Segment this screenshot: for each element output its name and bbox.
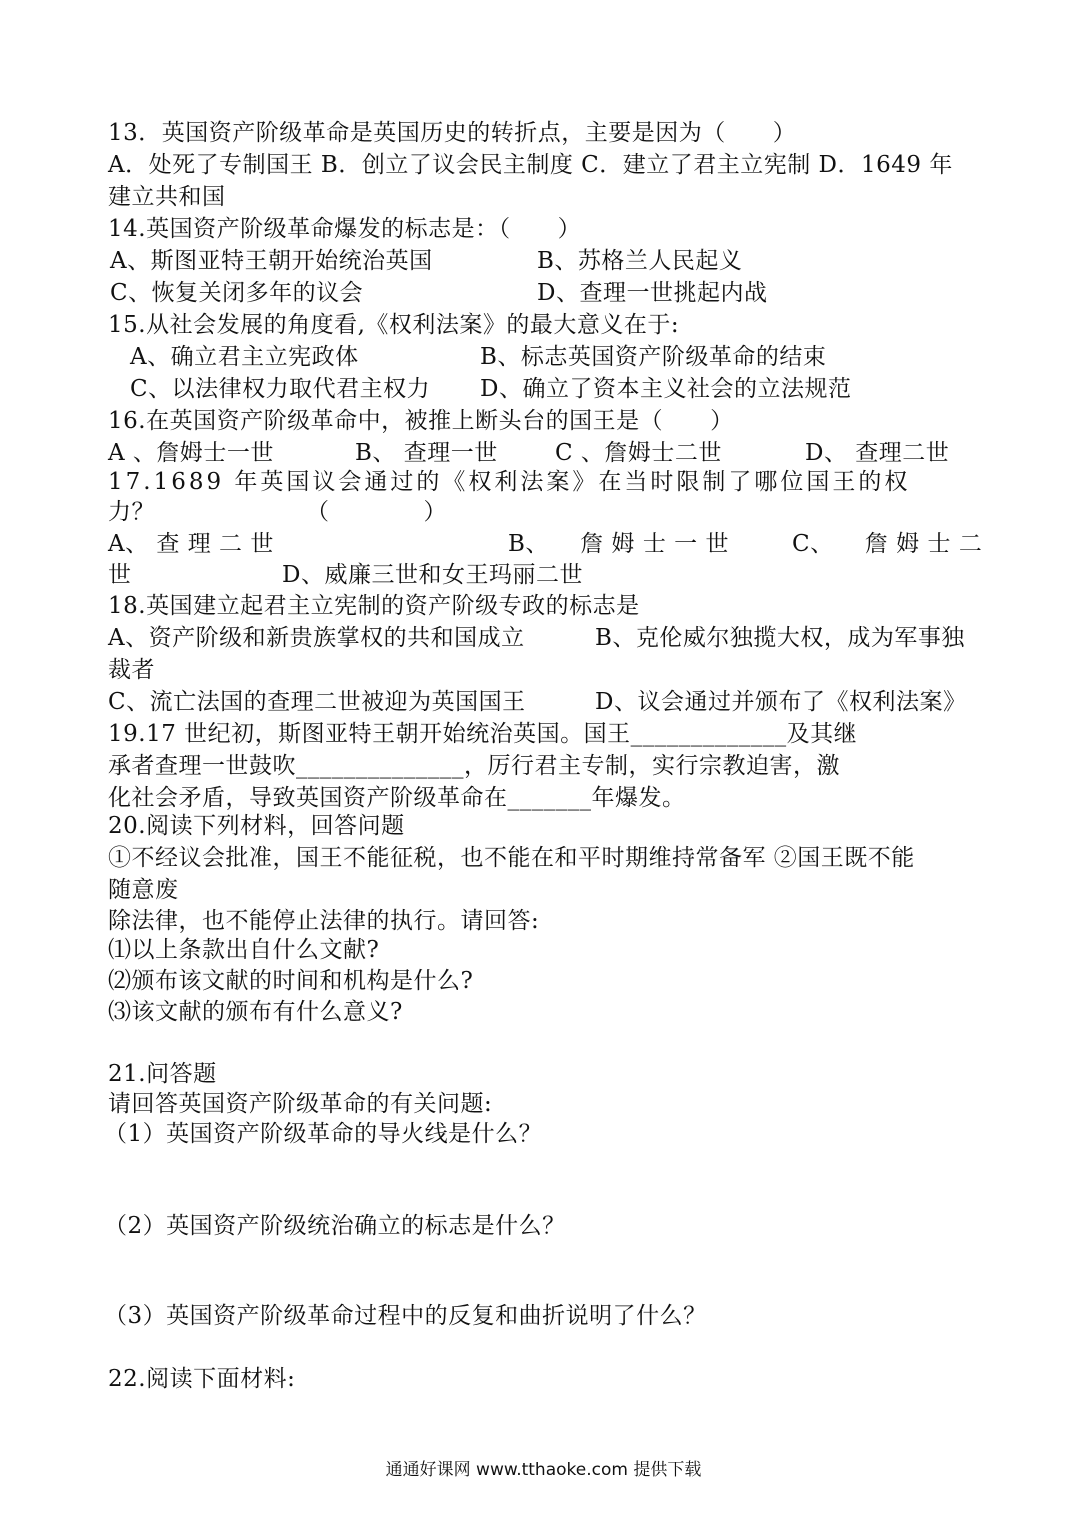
q19-line-2: 承者查理一世鼓吹______________，厉行君主专制，实行宗教迫害，激 (108, 753, 840, 779)
q16-option-c: C 、詹姆士二世 (555, 440, 722, 466)
q22-stem: 22.阅读下面材料: (108, 1366, 296, 1392)
q15-stem: 15.从社会发展的角度看,《权利法案》的最大意义在于: (108, 312, 680, 338)
q14-option-d: D、查理一世挑起内战 (537, 280, 768, 306)
q17-answer-blank: （ ） (306, 499, 447, 525)
page-footer: 通通好课网 www.tthaoke.com 提供下载 (385, 1460, 702, 1480)
q20-sub-3: ⑶该文献的颁布有什么意义? (108, 999, 403, 1025)
q20-material-3: 除法律，也不能停止法律的执行。请回答: (108, 908, 540, 934)
q21-sub-2: （2）英国资产阶级统治确立的标志是什么？ (104, 1213, 566, 1239)
q14-option-a: A、斯图亚特王朝开始统治英国 (110, 248, 433, 274)
q17-option-b: B、 詹 姆 士 一 世 (508, 531, 729, 557)
q21-intro: 请回答英国资产阶级革命的有关问题: (108, 1091, 493, 1117)
q21-sub-3: （3）英国资产阶级革命过程中的反复和曲折说明了什么？ (104, 1303, 707, 1329)
q20-sub-1: ⑴以上条款出自什么文献? (108, 937, 380, 963)
q18-stem: 18.英国建立起君主立宪制的资产阶级专政的标志是 (108, 593, 640, 619)
q17-option-c-cont: 世 (108, 562, 132, 588)
q20-sub-2: ⑵颁布该文献的时间和机构是什么? (108, 968, 474, 994)
q20-stem: 20.阅读下列材料，回答问题 (108, 813, 405, 839)
q18-option-b-cont: 裁者 (108, 657, 155, 683)
q16-option-a: A 、詹姆士一世 (108, 440, 274, 466)
q19-line-1: 19.17 世纪初，斯图亚特王朝开始统治英国。国王_____________及其继 (108, 721, 858, 747)
q18-option-a: A、资产阶级和新贵族掌权的共和国成立 (108, 625, 525, 651)
q16-option-d: D、 查理二世 (805, 440, 950, 466)
q17-option-c: C、 詹 姆 士 二 (792, 531, 983, 557)
q13-options: A．处死了专制国王 B．创立了议会民主制度 C．建立了君主立宪制 D．1649 年 (108, 152, 953, 178)
q18-option-d: D、议会通过并颁布了《权利法案》 (595, 689, 967, 715)
q17-stem: 17.1689 年英国议会通过的《权利法案》在当时限制了哪位国王的权 (108, 469, 911, 495)
q15-option-a: A、确立君主立宪政体 (130, 344, 359, 370)
q15-option-b: B、标志英国资产阶级革命的结束 (480, 344, 827, 370)
q17-option-d: D、威廉三世和女王玛丽二世 (282, 562, 583, 588)
q17-option-a: A、 查 理 二 世 (108, 531, 274, 557)
q16-stem: 16.在英国资产阶级革命中，被推上断头台的国王是（ ） (108, 408, 734, 434)
q15-option-c: C、以法律权力取代君主权力 (130, 376, 431, 402)
q13-stem: 13．英国资产阶级革命是英国历史的转折点，主要是因为（ ） (108, 120, 797, 146)
q20-material-1: ①不经议会批准，国王不能征税，也不能在和平时期维持常备军 ②国王既不能 (108, 845, 915, 871)
q15-option-d: D、确立了资本主义社会的立法规范 (480, 376, 852, 402)
q21-stem: 21.问答题 (108, 1061, 217, 1087)
q21-sub-1: （1）英国资产阶级革命的导火线是什么？ (104, 1121, 543, 1147)
q14-stem: 14.英国资产阶级革命爆发的标志是：（ ） (108, 216, 582, 242)
q19-line-3: 化社会矛盾，导致英国资产阶级革命在_______年爆发。 (108, 785, 686, 811)
q18-option-b: B、克伦威尔独揽大权，成为军事独 (595, 625, 965, 651)
q17-stem-cont: 力？ (108, 499, 155, 525)
q13-options-cont: 建立共和国 (108, 184, 226, 210)
q16-option-b: B、 查理一世 (355, 440, 498, 466)
q14-option-c: C、恢复关闭多年的议会 (110, 280, 364, 306)
q18-option-c: C、流亡法国的查理二世被迎为英国国王 (108, 689, 526, 715)
q14-option-b: B、苏格兰人民起义 (537, 248, 743, 274)
q20-material-2: 随意废 (108, 877, 179, 903)
